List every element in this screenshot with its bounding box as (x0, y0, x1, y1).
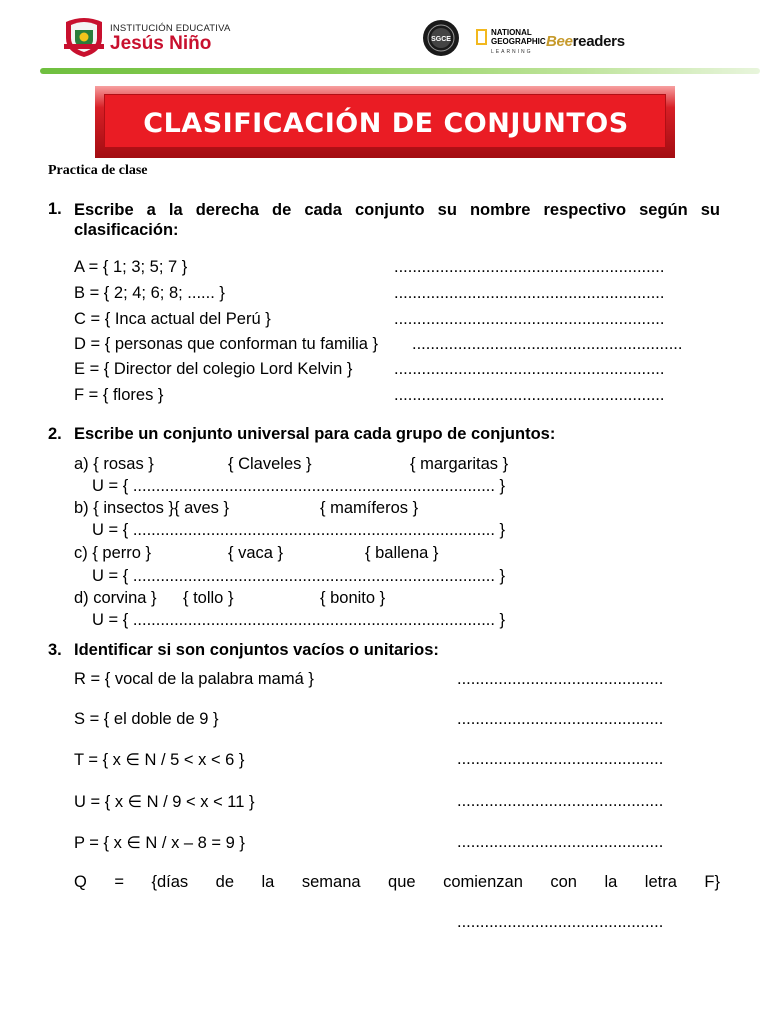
q2-group-b-universal: U = { ............................................................................... } (92, 521, 506, 539)
q2-group-d-set2: { tollo } (183, 589, 234, 607)
header-divider (40, 68, 760, 74)
q1-set-b: B = { 2; 4; 6; 8; ...... } (74, 284, 225, 302)
q3-set-r: R = { vocal de la palabra mamá } (74, 670, 314, 688)
q1-blank-a: ........................................................... (394, 258, 665, 276)
title-banner (95, 86, 675, 158)
q1-blank-c: ........................................................... (394, 310, 665, 328)
q3-blank-t: ............................................. (457, 750, 664, 768)
q2-group-c-set2: { vaca } (228, 544, 284, 562)
institution-name: Jesús Niño (110, 33, 212, 54)
q1-set-c: C = { Inca actual del Perú } (74, 310, 271, 328)
q1-prompt-line1: Escribe a la derecha de cada conjunto su nombre respectivo según su (74, 201, 720, 219)
q1-set-a: A = { 1; 3; 5; 7 } (74, 258, 188, 276)
natgeo-line1: NATIONAL (491, 28, 532, 37)
beereaders-logo (546, 33, 625, 50)
q3-set-s: S = { el doble de 9 } (74, 710, 219, 728)
sgce-text: SGCE (431, 36, 451, 43)
q2-group-c-set1: c) { perro } (74, 544, 152, 562)
q2-group-a-universal: U = { ............................................................................... } (92, 477, 506, 495)
q2-group-b-set1: b) { insectos }{ aves } (74, 499, 230, 517)
sgce-seal-icon (422, 19, 460, 57)
q1-blank-e: ........................................................... (394, 360, 665, 378)
q3-set-t: T = { x ∈ N / 5 < x < 6 } (74, 751, 245, 769)
q3-blank-q: ............................................. (457, 913, 664, 931)
q2-group-a-set1: a) { rosas } (74, 455, 154, 473)
q3-blank-p: ............................................. (457, 833, 664, 851)
q2-group-c-set3: { ballena } (365, 544, 439, 562)
q3-prompt: Identificar si son conjuntos vacíos o unitarios: (74, 641, 439, 659)
q2-group-a-set2: { Claveles } (228, 455, 312, 473)
natgeo-frame-icon (476, 29, 487, 45)
q1-blank-b: ........................................................... (394, 284, 665, 302)
q3-blank-s: ............................................. (457, 710, 664, 728)
q2-group-b-set3: { mamíferos } (320, 499, 419, 517)
institution-label: INSTITUCIÓN EDUCATIVA (110, 23, 231, 34)
q3-set-q: Q = {días de la semana que comienzan con la letra F} (74, 873, 720, 891)
section-subtitle: Practica de clase (48, 163, 148, 178)
natgeo-line3: LEARNING (491, 49, 533, 55)
q3-set-p: P = { x ∈ N / x – 8 = 9 } (74, 834, 245, 852)
bee-part1: Bee (546, 33, 573, 50)
q3-blank-r: ............................................. (457, 670, 664, 688)
q3-number: 3. (48, 641, 62, 659)
school-crest-icon (62, 16, 106, 58)
page-header (0, 0, 768, 76)
page-title: CLASIFICACIÓN DE CONJUNTOS (143, 108, 629, 139)
natgeo-logo (476, 27, 546, 57)
natgeo-line2: GEOGRAPHIC (491, 37, 546, 46)
q1-set-d: D = { personas que conforman tu familia } (74, 335, 379, 353)
q2-group-d-set1: d) corvina } (74, 589, 157, 607)
q1-blank-d: ........................................................... (412, 335, 683, 353)
q1-number: 1. (48, 200, 62, 218)
q1-set-f: F = { flores } (74, 386, 164, 404)
q2-prompt: Escribe un conjunto universal para cada grupo de conjuntos: (74, 425, 556, 443)
q3-blank-u: ............................................. (457, 792, 664, 810)
q2-group-c-universal: U = { ............................................................................... } (92, 567, 506, 585)
q2-number: 2. (48, 425, 62, 443)
bee-part2: readers (572, 33, 625, 50)
q1-blank-f: ........................................................... (394, 386, 665, 404)
q3-set-u: U = { x ∈ N / 9 < x < 11 } (74, 793, 255, 811)
q1-set-e: E = { Director del colegio Lord Kelvin } (74, 360, 353, 378)
q1-prompt-line2: clasificación: (74, 221, 179, 239)
q2-group-a-set3: { margaritas } (410, 455, 509, 473)
q2-group-d-set3: { bonito } (320, 589, 386, 607)
q2-group-d-universal: U = { ............................................................................... } (92, 611, 506, 629)
